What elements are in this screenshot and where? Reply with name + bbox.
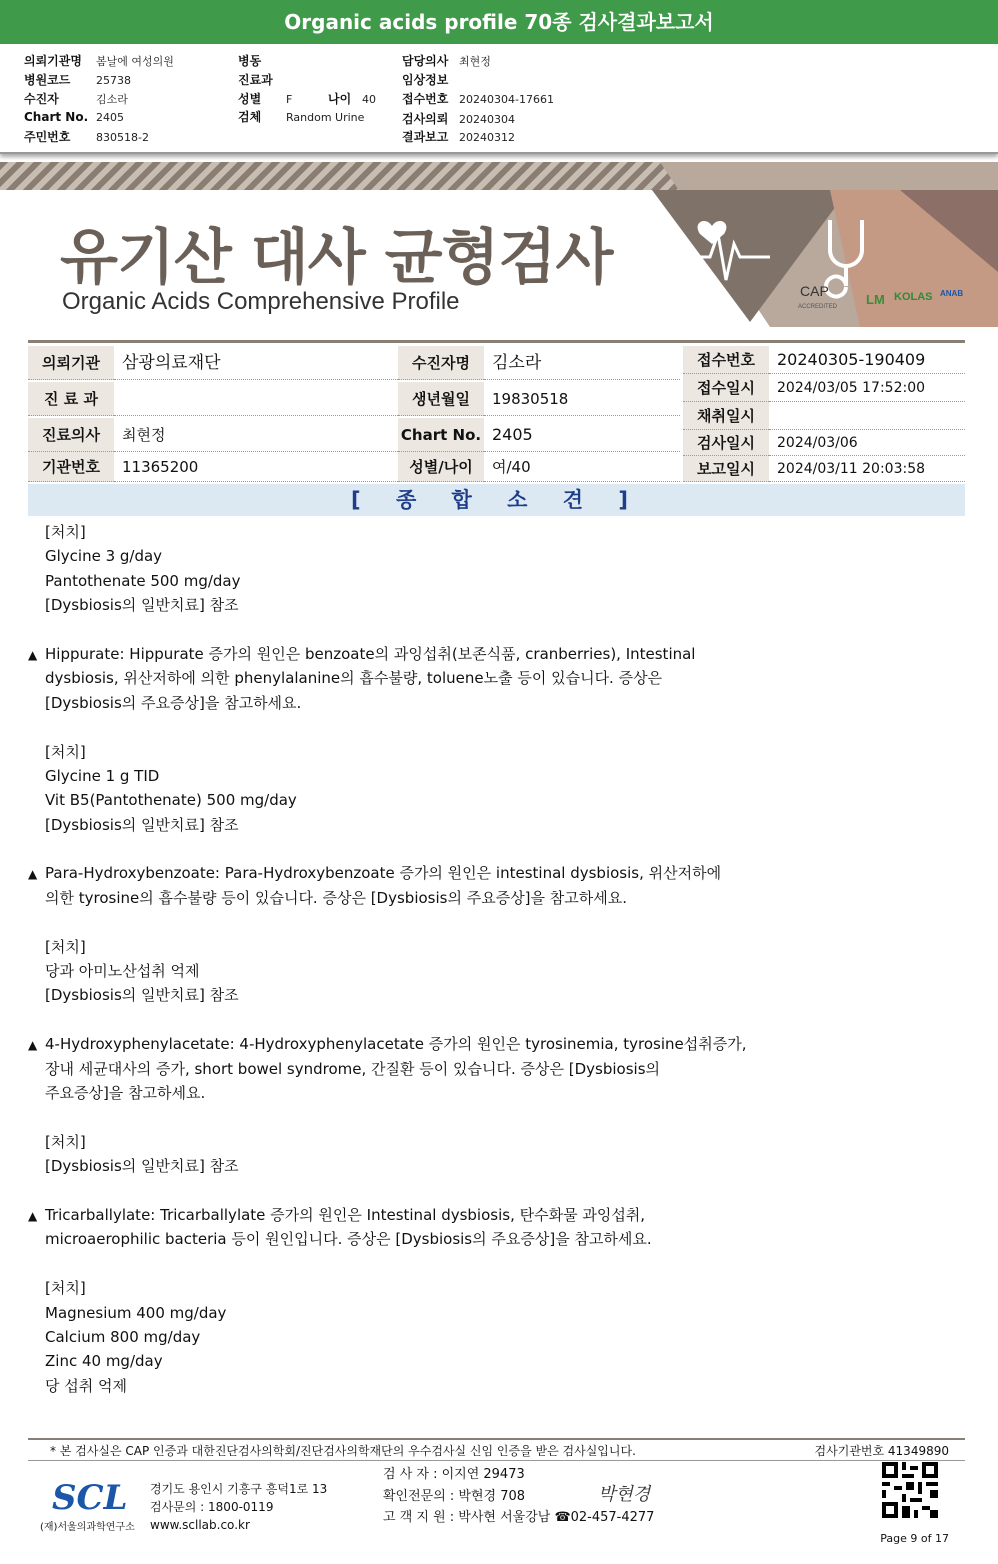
body-line — [28, 1325, 965, 1349]
blank-line — [28, 837, 965, 861]
field-label: 의뢰기관명 — [24, 54, 82, 68]
blank-line — [28, 910, 965, 934]
field-label: 검체 — [238, 110, 262, 124]
line-text: Para-Hydroxybenzoate: Para-Hydroxybenzoate 증가의 원인은 intestinal dysbiosis, 위산저하에 — [45, 864, 722, 883]
body-line — [28, 886, 965, 910]
report-title-bar: Organic acids profile 70종 검사결과보고서 — [0, 0, 998, 44]
line-text: [Dysbiosis의 일반치료] 참조 — [45, 986, 239, 1005]
info-value-test-date: 2024/03/06 — [769, 430, 965, 456]
info-label-report-time: 보고일시 — [683, 456, 769, 482]
line-text: 주요증상]을 참고하세요. — [45, 1083, 206, 1102]
body-line — [28, 959, 965, 983]
line-text: [Dysbiosis의 주요증상]을 참고하세요. — [45, 693, 302, 712]
certification-note: * 본 검사실은 CAP 인증과 대한진단검사의학회/진단검사의학재단의 우수검사실 신임 인증을 받은 검사실입니다. — [50, 1444, 636, 1458]
staff-support: 고 객 지 원 : 박사현 서울강남 ☎02-457-4277 — [383, 1510, 655, 1525]
header-field-specimen — [238, 108, 364, 125]
header-field-ward — [238, 52, 286, 69]
header-field-doctor — [402, 52, 491, 69]
header-field-clinical-info — [402, 71, 459, 88]
field-value: 20240304 — [459, 113, 515, 126]
staff-specialist: 확인전문의 : 박현경 708 — [383, 1488, 526, 1504]
line-text: Calcium 800 mg/day — [45, 1327, 201, 1346]
info-value-receipt-no: 20240305-190409 — [769, 346, 965, 374]
field-value: 40 — [362, 93, 376, 106]
field-label: 검사의뢰 — [402, 112, 449, 126]
info-value-collection-time — [769, 402, 965, 430]
field-label: 접수번호 — [402, 92, 449, 106]
line-text: [처치] — [45, 523, 86, 541]
field-label: 병원코드 — [24, 73, 71, 87]
specialist-signature: 박현경 — [598, 1484, 651, 1505]
field-label: 진료과 — [238, 73, 273, 87]
line-text: [Dysbiosis의 일반치료] 참조 — [45, 815, 239, 834]
body-line — [28, 983, 965, 1007]
blank-line — [28, 1179, 965, 1203]
banner-title-korean: 유기산 대사 균형검사 — [60, 223, 613, 293]
page-number: Page 9 of 17 — [880, 1532, 949, 1545]
line-text: 당과 아미노산섭취 억제 — [45, 962, 200, 981]
lab-address — [150, 1480, 327, 1534]
header-field-receipt-no — [402, 90, 554, 107]
line-text: 장내 세균대사의 증가, short bowel syndrome, 간질환 등이 있습니다. 증상은 [Dysbiosis의 — [45, 1059, 661, 1078]
field-label: 담당의사 — [402, 54, 449, 68]
banner-title-english: Organic Acids Comprehensive Profile — [62, 288, 460, 315]
info-value-patient-name: 김소라 — [484, 346, 680, 380]
line-text: [Dysbiosis의 일반치료] 참조 — [45, 1157, 239, 1176]
qr-code-icon — [882, 1462, 938, 1518]
line-text: Glycine 3 g/day — [45, 547, 163, 566]
field-label: 결과보고 — [402, 130, 449, 144]
blank-line — [28, 1008, 965, 1032]
line-text: 4-Hydroxyphenylacetate: 4-Hydroxyphenylacetate 증가의 원인은 tyrosinemia, tyrosine섭취증가, — [45, 1035, 747, 1054]
line-text: dysbiosis, 위산저하에 의한 phenylalanine의 흡수불량, toluene노출 등이 있습니다. 증상은 — [45, 669, 663, 688]
patient-info-table — [28, 340, 965, 480]
info-label-collection-time: 채취일시 — [683, 402, 769, 430]
info-label-patient-name: 수진자명 — [398, 346, 484, 380]
line-text: Vit B5(Pantothenate) 500 mg/day — [45, 791, 297, 810]
info-label-department: 진 료 과 — [28, 382, 114, 416]
line-text: Zinc 40 mg/day — [45, 1352, 163, 1371]
field-value: 2405 — [96, 111, 124, 124]
report-footer — [28, 1438, 965, 1545]
field-value: 25738 — [96, 74, 131, 87]
field-label: 임상정보 — [402, 73, 449, 87]
body-line — [28, 1374, 965, 1398]
info-label-receipt-time: 접수일시 — [683, 374, 769, 402]
info-value-birth-date: 19830518 — [484, 382, 680, 416]
body-line — [28, 691, 965, 715]
body-line — [28, 813, 965, 837]
summary-body — [28, 520, 965, 1398]
line-text: [처치] — [45, 937, 86, 956]
header-field-request-date — [402, 110, 515, 127]
body-line — [28, 1349, 965, 1373]
body-line — [28, 764, 965, 788]
body-line — [28, 1081, 965, 1105]
info-value-receipt-time: 2024/03/05 17:52:00 — [769, 374, 965, 402]
address-line: 경기도 용인시 기흥구 흥덕1로 13 — [150, 1482, 328, 1496]
field-value: 김소라 — [96, 93, 128, 106]
header-field-report-date — [402, 128, 515, 145]
report-header — [0, 44, 998, 154]
info-label-birth-date: 생년월일 — [398, 382, 484, 416]
field-value: 20240312 — [459, 131, 515, 144]
field-value: Random Urine — [286, 111, 365, 124]
body-line — [28, 1154, 965, 1178]
field-label: Chart No. — [24, 110, 89, 124]
field-value: 최현정 — [459, 55, 491, 68]
website-link[interactable]: www.scllab.co.kr — [150, 1518, 250, 1532]
info-label-test-date: 검사일시 — [683, 430, 769, 456]
info-label-institution: 의뢰기관 — [28, 346, 114, 380]
finding-heading — [28, 861, 965, 885]
triangle-bullet-icon: ▲ — [28, 1208, 38, 1223]
summary-section-title: [ 종 합 소 견 ] — [28, 484, 965, 516]
staff-tester: 검 사 자 : 이지연 29473 — [383, 1467, 525, 1482]
field-label: 주민번호 — [24, 130, 71, 144]
title-banner — [0, 162, 998, 327]
header-field-institution — [24, 52, 174, 69]
info-value-inst-no: 11365200 — [114, 452, 398, 482]
blank-line — [28, 1252, 965, 1276]
field-value: 20240304-17661 — [459, 93, 554, 106]
anab-logo: ANAB — [940, 289, 964, 298]
info-label-receipt-no: 접수번호 — [683, 346, 769, 374]
kolas-logo: KOLAS — [894, 291, 933, 303]
body-line — [28, 593, 965, 617]
lm-logo: LM — [866, 292, 885, 307]
inquiry-phone: 검사문의 : 1800-0119 — [150, 1500, 274, 1514]
info-value-doctor: 최현정 — [114, 418, 398, 452]
line-text: Tricarballylate: Tricarballylate 증가의 원인은 Intestinal dysbiosis, 탄수화물 과잉섭취, — [45, 1205, 646, 1224]
body-line — [28, 1276, 965, 1300]
field-label: 성별 — [238, 92, 262, 106]
field-value: 830518-2 — [96, 131, 149, 144]
finding-heading — [28, 1203, 965, 1227]
body-line — [28, 666, 965, 690]
cap-logo: CAP — [800, 283, 829, 299]
body-line — [28, 520, 965, 544]
body-line — [28, 1227, 965, 1251]
line-text: [처치] — [45, 742, 86, 761]
info-value-chart-no: 2405 — [484, 418, 680, 452]
line-text: 의한 tyrosine의 흡수불량 등이 있습니다. 증상은 [Dysbiosis의 주요증상]을 참고하세요. — [45, 888, 628, 907]
line-text: 당 섭취 억제 — [45, 1376, 127, 1395]
info-label-chart-no: Chart No. — [398, 418, 484, 452]
field-value: 봄날에 여성의원 — [96, 55, 174, 68]
info-value-sex-age: 여/40 — [484, 452, 680, 482]
header-field-chart-no — [24, 110, 124, 124]
banner-graphic — [600, 162, 998, 327]
line-text: Magnesium 400 mg/day — [45, 1303, 227, 1322]
finding-heading — [28, 642, 965, 666]
blank-line — [28, 1105, 965, 1129]
info-label-doctor: 진료의사 — [28, 418, 114, 452]
info-value-department — [114, 382, 398, 416]
header-field-hospital-code — [24, 71, 131, 88]
line-text: [처치] — [45, 1132, 86, 1151]
finding-heading — [28, 1032, 965, 1056]
line-text: [처치] — [45, 1279, 86, 1298]
field-label: 나이 — [328, 92, 352, 106]
header-field-patient — [24, 90, 128, 107]
triangle-bullet-icon: ▲ — [28, 1038, 38, 1053]
header-field-age — [328, 90, 376, 107]
line-text: [Dysbiosis의 일반치료] 참조 — [45, 596, 239, 615]
field-value: F — [286, 93, 293, 106]
header-field-resident-no — [24, 128, 149, 145]
triangle-bullet-icon: ▲ — [28, 647, 38, 662]
info-value-report-time: 2024/03/11 20:03:58 — [769, 456, 965, 482]
info-value-institution: 삼광의료재단 — [114, 346, 398, 380]
header-field-department — [238, 71, 286, 88]
info-label-sex-age: 성별/나이 — [398, 452, 484, 482]
triangle-bullet-icon: ▲ — [28, 867, 38, 882]
body-line — [28, 569, 965, 593]
field-label: 병동 — [238, 54, 262, 68]
body-line — [28, 1057, 965, 1081]
info-label-inst-no: 기관번호 — [28, 452, 114, 482]
line-text: Hippurate: Hippurate 증가의 원인은 benzoate의 과잉섭취(보존식품, cranberries), Intestinal — [45, 644, 696, 663]
inspection-institution-number: 검사기관번호 41349890 — [814, 1444, 949, 1458]
blank-line — [28, 715, 965, 739]
footer-divider — [28, 1460, 965, 1461]
cap-accredited-text: ACCREDITED — [798, 304, 838, 310]
body-line — [28, 1301, 965, 1325]
header-field-sex — [238, 90, 292, 107]
scl-logo: SCL — [52, 1478, 128, 1518]
organization-name: (재)서울의과학연구소 — [40, 1522, 135, 1533]
body-line — [28, 740, 965, 764]
line-text: Pantothenate 500 mg/day — [45, 571, 241, 590]
body-line — [28, 935, 965, 959]
body-line — [28, 788, 965, 812]
line-text: microaerophilic bacteria 등이 원인입니다. 증상은 [Dysbiosis의 주요증상]을 참고하세요. — [45, 1230, 652, 1249]
body-line — [28, 544, 965, 568]
body-line — [28, 1130, 965, 1154]
blank-line — [28, 618, 965, 642]
field-label: 수진자 — [24, 92, 59, 106]
line-text: Glycine 1 g TID — [45, 766, 160, 785]
